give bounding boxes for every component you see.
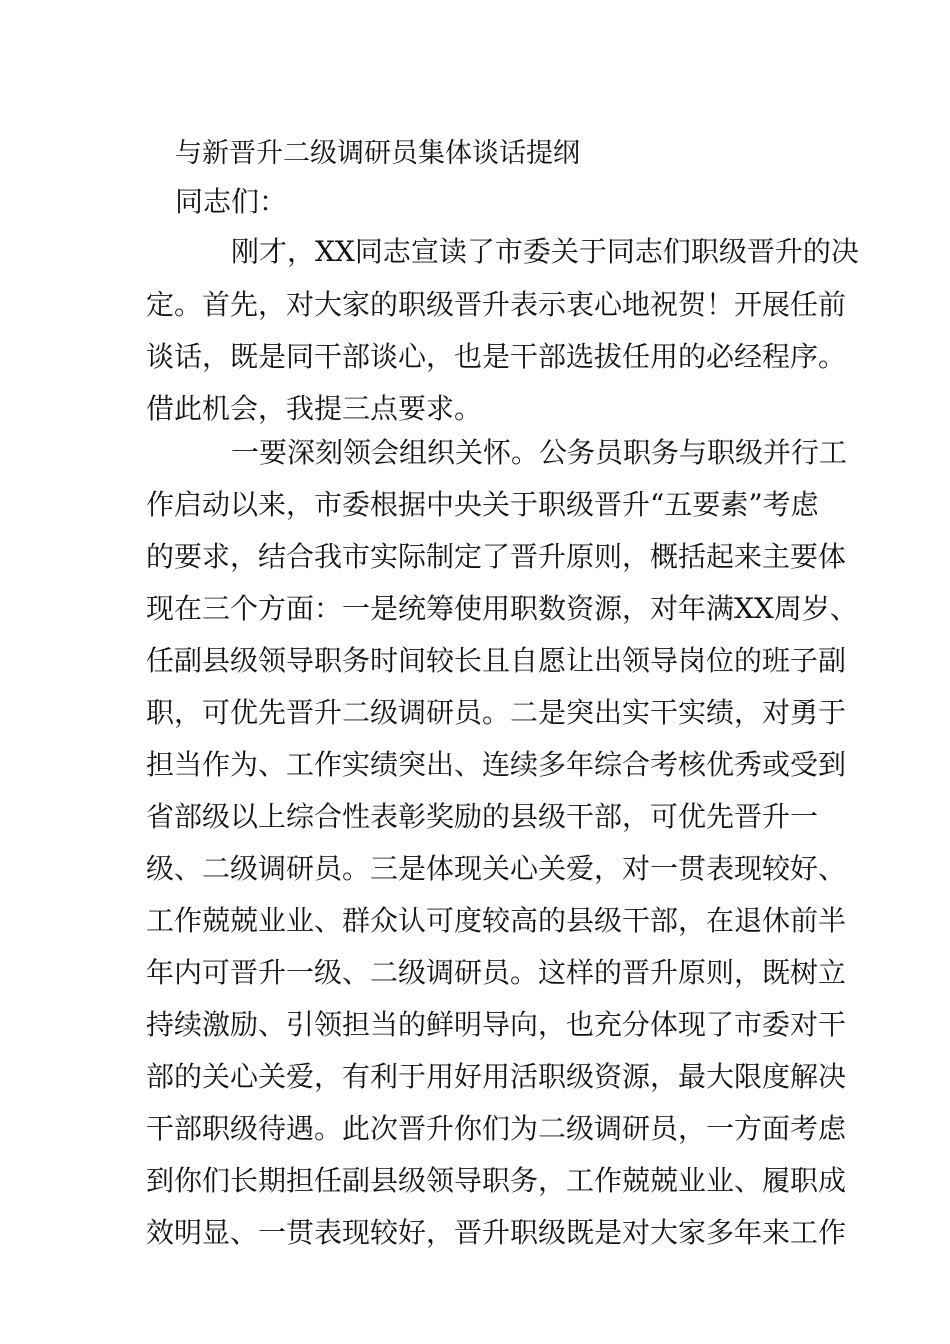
paragraph-line: 年内可晋升一级、二级调研员。这样的晋升原则，既树立	[146, 956, 847, 989]
paragraph-line: 的要求，结合我市实际制定了晋升原则，概括起来主要体	[146, 540, 847, 573]
paragraph-line: 到你们长期担任副县级领导职务，工作兢兢业业、履职成	[146, 1164, 847, 1197]
paragraph-line: 省部级以上综合性表彰奖励的县级干部，可优先晋升一	[146, 800, 819, 833]
document-title: 与新晋升二级调研员集体谈话提纲	[175, 138, 580, 169]
paragraph-line: 干部职级待遇。此次晋升你们为二级调研员，一方面考虑	[146, 1112, 847, 1145]
paragraph-line: 一要深刻领会组织关怀。公务员职务与职级并行工	[231, 436, 848, 469]
paragraph-line: 担当作为、工作实绩突出、连续多年综合考核优秀或受到	[146, 748, 847, 781]
paragraph-line: 借此机会，我提三点要求。	[146, 392, 483, 425]
paragraph-line: 现在三个方面：一是统筹使用职数资源，对年满XX周岁、	[146, 592, 858, 625]
paragraph-line: 部的关心关爱，有利于用好用活职级资源，最大限度解决	[146, 1060, 847, 1093]
paragraph-line: 任副县级领导职务时间较长且自愿让出领导岗位的班子副	[146, 644, 847, 677]
paragraph-line: 工作兢兢业业、群众认可度较高的县级干部，在退休前半	[146, 904, 847, 937]
paragraph-line: 效明显、一贯表现较好，晋升职级既是对大家多年来工作	[146, 1216, 847, 1249]
paragraph-line: 定。首先，对大家的职级晋升表示衷心地祝贺！开展任前	[146, 288, 847, 321]
paragraph-line: 刚才，XX同志宣读了市委关于同志们职级晋升的决	[231, 235, 859, 268]
salutation: 同志们：	[175, 185, 288, 218]
paragraph-line: 谈话，既是同干部谈心，也是干部选拔任用的必经程序。	[146, 340, 847, 373]
paragraph-line: 持续激励、引领担当的鲜明导向，也充分体现了市委对干	[146, 1008, 847, 1041]
paragraph-line: 级、二级调研员。三是体现关心关爱，对一贯表现较好、	[146, 852, 847, 885]
paragraph-line: 职，可优先晋升二级调研员。二是突出实干实绩，对勇于	[146, 696, 847, 729]
paragraph-line: 作启动以来，市委根据中央关于职级晋升“五要素”考虑	[146, 488, 819, 521]
